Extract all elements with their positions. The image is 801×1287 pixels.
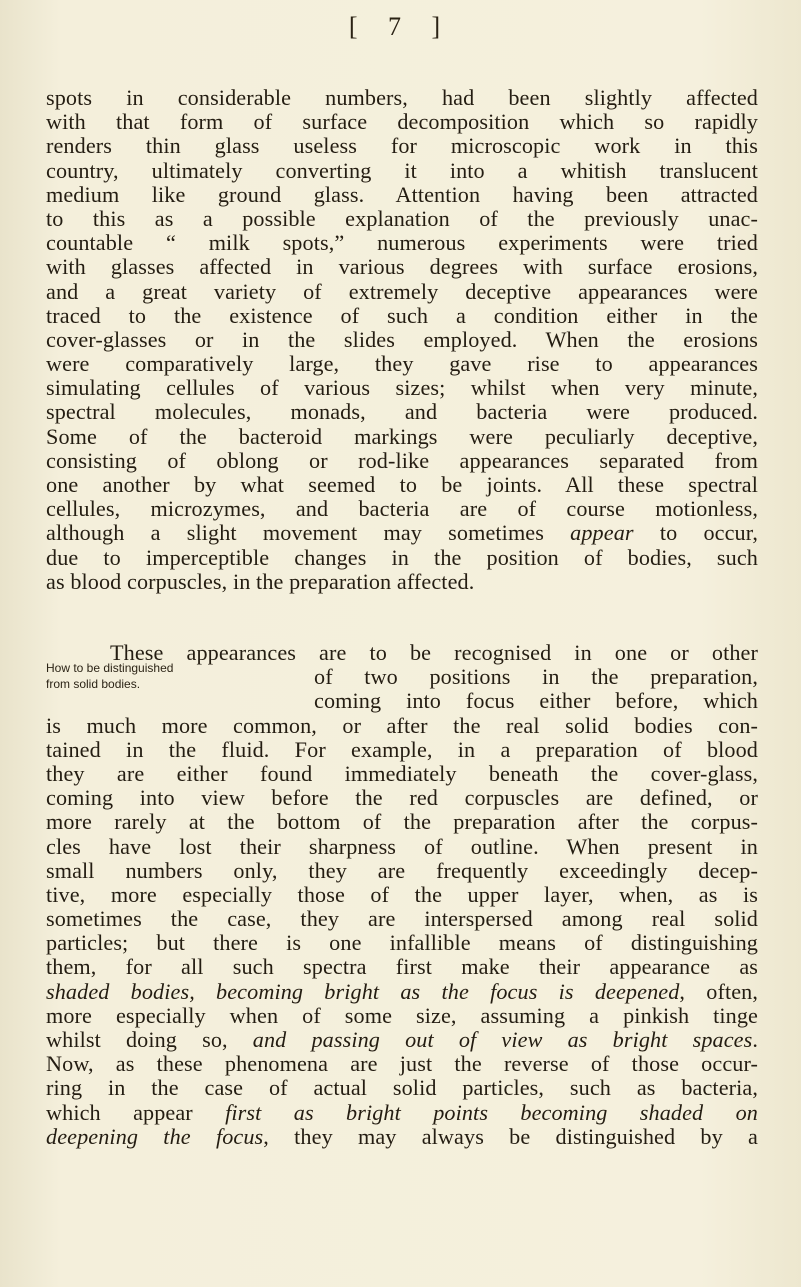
text-line: whilst doing so, and passing out of view as bright spaces. [46, 1027, 759, 1052]
paragraph-2 [46, 641, 758, 1149]
text-line: medium like ground glass. Attention having been attracted [46, 181, 758, 207]
text-line: of two positions in the preparation, [314, 664, 758, 690]
text-line: with that form of surface decomposition which so rapidly [46, 109, 758, 135]
text-line: renders thin glass useless for microscopic work in this [46, 133, 758, 159]
text-line: which appear first as bright points becoming shaded on [46, 1099, 758, 1125]
text-line: one another by what seemed to be joints. All these spectral [46, 472, 758, 497]
text-line: simulating cellules of various sizes; whilst when very minute, [46, 375, 758, 401]
text-line: ring in the case of actual solid particles, such as bacteria, [46, 1075, 758, 1101]
text-line: due to imperceptible changes in the position of bodies, such [46, 544, 758, 570]
text-line: and a great variety of extremely deceptive appearances were [46, 278, 758, 304]
text-line: countable “ milk spots,” numerous experiments were tried [46, 230, 758, 256]
text-line: cover-glasses or in the slides employed. When the erosions [46, 326, 758, 352]
text-line: them, for all such spectra first make their appearance as [46, 954, 758, 980]
text-line: spots in considerable numbers, had been slightly affected [46, 85, 758, 110]
text-line: more especially when of some size, assuming a pinkish tinge [46, 1002, 758, 1028]
text-line: cles have lost their sharpness of outline. When present in [46, 833, 758, 859]
margin-note-line: from solid bodies. [46, 677, 141, 691]
text-line: Some of the bacteroid markings were peculiarly deceptive, [46, 423, 758, 449]
paragraph-1 [46, 86, 758, 594]
text-line: they are either found immediately beneath the cover-glass, [46, 760, 758, 786]
text-line: traced to the existence of such a condition either in the [46, 302, 758, 328]
text-line: particles; but there is one infallible means of distinguishing [46, 930, 758, 956]
text-line: shaded bodies, becoming bright as the focus is deepened, often, [46, 978, 758, 1004]
text-line: cellules, microzymes, and bacteria are of course motionless, [46, 496, 758, 522]
text-line: deepening the focus, they may always be distinguished by a [46, 1123, 758, 1149]
text-line: coming into view before the red corpuscles are defined, or [46, 785, 758, 811]
text-line: although a slight movement may sometimes appear to occur, [46, 520, 758, 546]
page-number: [ 7 ] [348, 12, 453, 41]
text-line: small numbers only, they are frequently exceedingly decep- [46, 857, 758, 883]
text-line: Now, as these phenomena are just the reverse of those occur- [46, 1051, 758, 1077]
margin-note-line: How to be distinguished [46, 661, 174, 675]
text-line: sometimes the case, they are interspersed among real solid [46, 906, 758, 932]
text-line: to this as a possible explanation of the previously unac- [46, 205, 758, 231]
text-line: These appearances are to be recognised in one or other [110, 640, 758, 665]
text-line: were comparatively large, they gave rise to appearances [46, 351, 758, 377]
text-line: consisting of oblong or rod-like appearances separated from [46, 447, 758, 473]
text-line: country, ultimately converting it into a whitish translucent [46, 157, 758, 183]
text-line: tained in the fluid. For example, in a preparation of blood [46, 736, 758, 762]
text-line: coming into focus either before, which [314, 688, 758, 714]
text-line: tive, more especially those of the upper layer, when, as is [46, 881, 758, 907]
text-line: more rarely at the bottom of the preparation after the corpus- [46, 809, 758, 835]
text-line: as blood corpuscles, in the preparation affected. [46, 568, 475, 594]
text-line: with glasses affected in various degrees with surface erosions, [46, 254, 758, 280]
text-line: is much more common, or after the real solid bodies con- [46, 712, 758, 738]
text-line: spectral molecules, monads, and bacteria were produced. [46, 399, 758, 425]
